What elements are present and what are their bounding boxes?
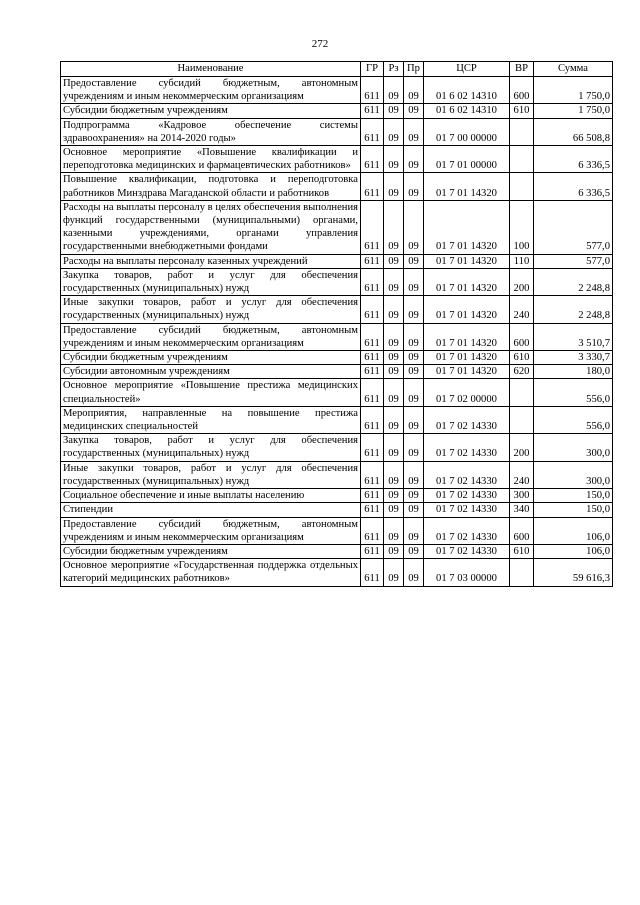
row-name: Стипендии (61, 503, 361, 517)
row-vr: 610 (510, 104, 534, 118)
row-csr: 01 7 02 14330 (424, 489, 510, 503)
row-rz: 09 (384, 406, 404, 433)
row-vr (510, 118, 534, 145)
row-vr: 610 (510, 351, 534, 365)
row-sum: 300,0 (534, 461, 613, 488)
row-name: Предоставление субсидий бюджетным, автономным учреждениям и иным некоммерческим организациям (61, 77, 361, 104)
row-vr: 240 (510, 296, 534, 323)
budget-table (60, 61, 613, 587)
row-csr: 01 7 02 14330 (424, 406, 510, 433)
header-csr: ЦСР (424, 62, 510, 77)
row-sum: 106,0 (534, 517, 613, 544)
table-row (61, 146, 613, 173)
row-rz: 09 (384, 268, 404, 295)
row-vr: 610 (510, 544, 534, 558)
row-pr: 09 (404, 365, 424, 379)
row-sum: 300,0 (534, 434, 613, 461)
row-pr: 09 (404, 323, 424, 350)
row-gr: 611 (361, 379, 384, 406)
row-gr: 611 (361, 200, 384, 254)
row-rz: 09 (384, 146, 404, 173)
row-vr: 100 (510, 200, 534, 254)
header-pr: Пр (404, 62, 424, 77)
header-gr: ГР (361, 62, 384, 77)
row-rz: 09 (384, 173, 404, 200)
table-row (61, 517, 613, 544)
row-gr: 611 (361, 254, 384, 268)
row-rz: 09 (384, 461, 404, 488)
row-pr: 09 (404, 200, 424, 254)
row-csr: 01 7 02 14330 (424, 503, 510, 517)
row-sum: 577,0 (534, 200, 613, 254)
row-sum: 1 750,0 (534, 77, 613, 104)
row-sum: 106,0 (534, 544, 613, 558)
row-rz: 09 (384, 104, 404, 118)
row-vr (510, 559, 534, 586)
row-csr: 01 7 02 14330 (424, 434, 510, 461)
row-gr: 611 (361, 296, 384, 323)
row-name: Субсидии бюджетным учреждениям (61, 351, 361, 365)
row-rz: 09 (384, 254, 404, 268)
row-csr: 01 7 02 00000 (424, 379, 510, 406)
row-name: Основное мероприятие «Повышение квалификации и переподготовка медицинских и фармацевтических работников» (61, 146, 361, 173)
row-sum: 556,0 (534, 379, 613, 406)
table-row (61, 104, 613, 118)
row-name: Социальное обеспечение и иные выплаты населению (61, 489, 361, 503)
row-sum: 6 336,5 (534, 173, 613, 200)
row-vr: 110 (510, 254, 534, 268)
table-row (61, 503, 613, 517)
row-csr: 01 7 03 00000 (424, 559, 510, 586)
row-csr: 01 7 01 14320 (424, 323, 510, 350)
row-name: Иные закупки товаров, работ и услуг для обеспечения государственных (муниципальных) нужд (61, 296, 361, 323)
row-sum: 66 508,8 (534, 118, 613, 145)
row-sum: 1 750,0 (534, 104, 613, 118)
row-vr (510, 406, 534, 433)
row-name: Закупка товаров, работ и услуг для обеспечения государственных (муниципальных) нужд (61, 434, 361, 461)
table-row (61, 200, 613, 254)
row-sum: 150,0 (534, 503, 613, 517)
row-name: Расходы на выплаты персоналу казенных учреждений (61, 254, 361, 268)
row-gr: 611 (361, 118, 384, 145)
row-gr: 611 (361, 268, 384, 295)
header-name: Наименование (61, 62, 361, 77)
row-name: Субсидии бюджетным учреждениям (61, 544, 361, 558)
row-csr: 01 7 01 00000 (424, 146, 510, 173)
header-vr: ВР (510, 62, 534, 77)
row-vr: 340 (510, 503, 534, 517)
row-name: Иные закупки товаров, работ и услуг для обеспечения государственных (муниципальных) нужд (61, 461, 361, 488)
row-pr: 09 (404, 434, 424, 461)
row-pr: 09 (404, 517, 424, 544)
row-vr: 200 (510, 434, 534, 461)
row-pr: 09 (404, 544, 424, 558)
table-row (61, 406, 613, 433)
row-csr: 01 7 01 14320 (424, 365, 510, 379)
table-row (61, 118, 613, 145)
row-name: Основное мероприятие «Повышение престижа медицинских специальностей» (61, 379, 361, 406)
row-name: Расходы на выплаты персоналу в целях обеспечения выполнения функций государственными (муниципальными) органами, казенными учреждениями, органами управления государственными внебюджетными фондами (61, 200, 361, 254)
row-gr: 611 (361, 489, 384, 503)
row-gr: 611 (361, 351, 384, 365)
row-rz: 09 (384, 489, 404, 503)
row-gr: 611 (361, 146, 384, 173)
row-csr: 01 6 02 14310 (424, 77, 510, 104)
row-pr: 09 (404, 118, 424, 145)
row-pr: 09 (404, 296, 424, 323)
row-rz: 09 (384, 351, 404, 365)
row-name: Субсидии автономным учреждениям (61, 365, 361, 379)
row-sum: 180,0 (534, 365, 613, 379)
table-body (61, 77, 613, 587)
row-sum: 59 616,3 (534, 559, 613, 586)
row-gr: 611 (361, 434, 384, 461)
row-vr (510, 146, 534, 173)
row-rz: 09 (384, 379, 404, 406)
header-sum: Сумма (534, 62, 613, 77)
table-row (61, 173, 613, 200)
row-gr: 611 (361, 461, 384, 488)
row-name: Предоставление субсидий бюджетным, автономным учреждениям и иным некоммерческим организациям (61, 323, 361, 350)
table-row (61, 379, 613, 406)
row-rz: 09 (384, 559, 404, 586)
row-gr: 611 (361, 517, 384, 544)
header-rz: Рз (384, 62, 404, 77)
table-row (61, 323, 613, 350)
row-pr: 09 (404, 379, 424, 406)
row-name: Субсидии бюджетным учреждениям (61, 104, 361, 118)
row-gr: 611 (361, 77, 384, 104)
row-vr: 600 (510, 77, 534, 104)
row-rz: 09 (384, 118, 404, 145)
row-rz: 09 (384, 434, 404, 461)
row-vr: 600 (510, 517, 534, 544)
row-csr: 01 7 02 14330 (424, 517, 510, 544)
row-rz: 09 (384, 365, 404, 379)
table-row (61, 296, 613, 323)
row-rz: 09 (384, 517, 404, 544)
row-name: Повышение квалификации, подготовка и переподготовка работников Минздрава Магаданской области и работников (61, 173, 361, 200)
table-row (61, 254, 613, 268)
table-row (61, 365, 613, 379)
row-name: Закупка товаров, работ и услуг для обеспечения государственных (муниципальных) нужд (61, 268, 361, 295)
row-rz: 09 (384, 200, 404, 254)
row-pr: 09 (404, 104, 424, 118)
row-gr: 611 (361, 173, 384, 200)
row-sum: 3 330,7 (534, 351, 613, 365)
table-row (61, 268, 613, 295)
row-gr: 611 (361, 544, 384, 558)
row-sum: 150,0 (534, 489, 613, 503)
row-sum: 2 248,8 (534, 268, 613, 295)
row-csr: 01 7 01 14320 (424, 173, 510, 200)
row-name: Мероприятия, направленные на повышение престижа медицинских специальностей (61, 406, 361, 433)
row-csr: 01 7 01 14320 (424, 254, 510, 268)
row-pr: 09 (404, 146, 424, 173)
row-rz: 09 (384, 323, 404, 350)
row-pr: 09 (404, 77, 424, 104)
row-csr: 01 7 01 14320 (424, 268, 510, 295)
table-row (61, 544, 613, 558)
row-csr: 01 7 00 00000 (424, 118, 510, 145)
row-csr: 01 6 02 14310 (424, 104, 510, 118)
row-pr: 09 (404, 461, 424, 488)
row-name: Подпрограмма «Кадровое обеспечение системы здравоохранения» на 2014-2020 годы» (61, 118, 361, 145)
table-header-row (61, 62, 613, 77)
row-name: Предоставление субсидий бюджетным, автономным учреждениям и иным некоммерческим организациям (61, 517, 361, 544)
row-vr: 200 (510, 268, 534, 295)
row-gr: 611 (361, 104, 384, 118)
table-row (61, 489, 613, 503)
row-gr: 611 (361, 406, 384, 433)
row-rz: 09 (384, 296, 404, 323)
row-pr: 09 (404, 254, 424, 268)
row-rz: 09 (384, 503, 404, 517)
row-sum: 556,0 (534, 406, 613, 433)
row-name: Основное мероприятие «Государственная поддержка отдельных категорий медицинских работников» (61, 559, 361, 586)
row-gr: 611 (361, 365, 384, 379)
row-pr: 09 (404, 559, 424, 586)
row-csr: 01 7 01 14320 (424, 296, 510, 323)
row-csr: 01 7 01 14320 (424, 351, 510, 365)
row-sum: 6 336,5 (534, 146, 613, 173)
row-sum: 577,0 (534, 254, 613, 268)
row-vr (510, 173, 534, 200)
row-vr (510, 379, 534, 406)
table-row (61, 434, 613, 461)
row-sum: 2 248,8 (534, 296, 613, 323)
page-number: 272 (311, 38, 329, 50)
row-gr: 611 (361, 503, 384, 517)
row-pr: 09 (404, 268, 424, 295)
row-pr: 09 (404, 503, 424, 517)
table-row (61, 351, 613, 365)
row-gr: 611 (361, 559, 384, 586)
row-vr: 620 (510, 365, 534, 379)
row-vr: 300 (510, 489, 534, 503)
row-csr: 01 7 01 14320 (424, 200, 510, 254)
row-pr: 09 (404, 351, 424, 365)
row-rz: 09 (384, 544, 404, 558)
table-row (61, 77, 613, 104)
row-vr: 600 (510, 323, 534, 350)
row-vr: 240 (510, 461, 534, 488)
row-pr: 09 (404, 173, 424, 200)
table-row (61, 559, 613, 586)
row-sum: 3 510,7 (534, 323, 613, 350)
row-pr: 09 (404, 406, 424, 433)
row-csr: 01 7 02 14330 (424, 544, 510, 558)
row-gr: 611 (361, 323, 384, 350)
table-row (61, 461, 613, 488)
row-pr: 09 (404, 489, 424, 503)
row-csr: 01 7 02 14330 (424, 461, 510, 488)
row-rz: 09 (384, 77, 404, 104)
